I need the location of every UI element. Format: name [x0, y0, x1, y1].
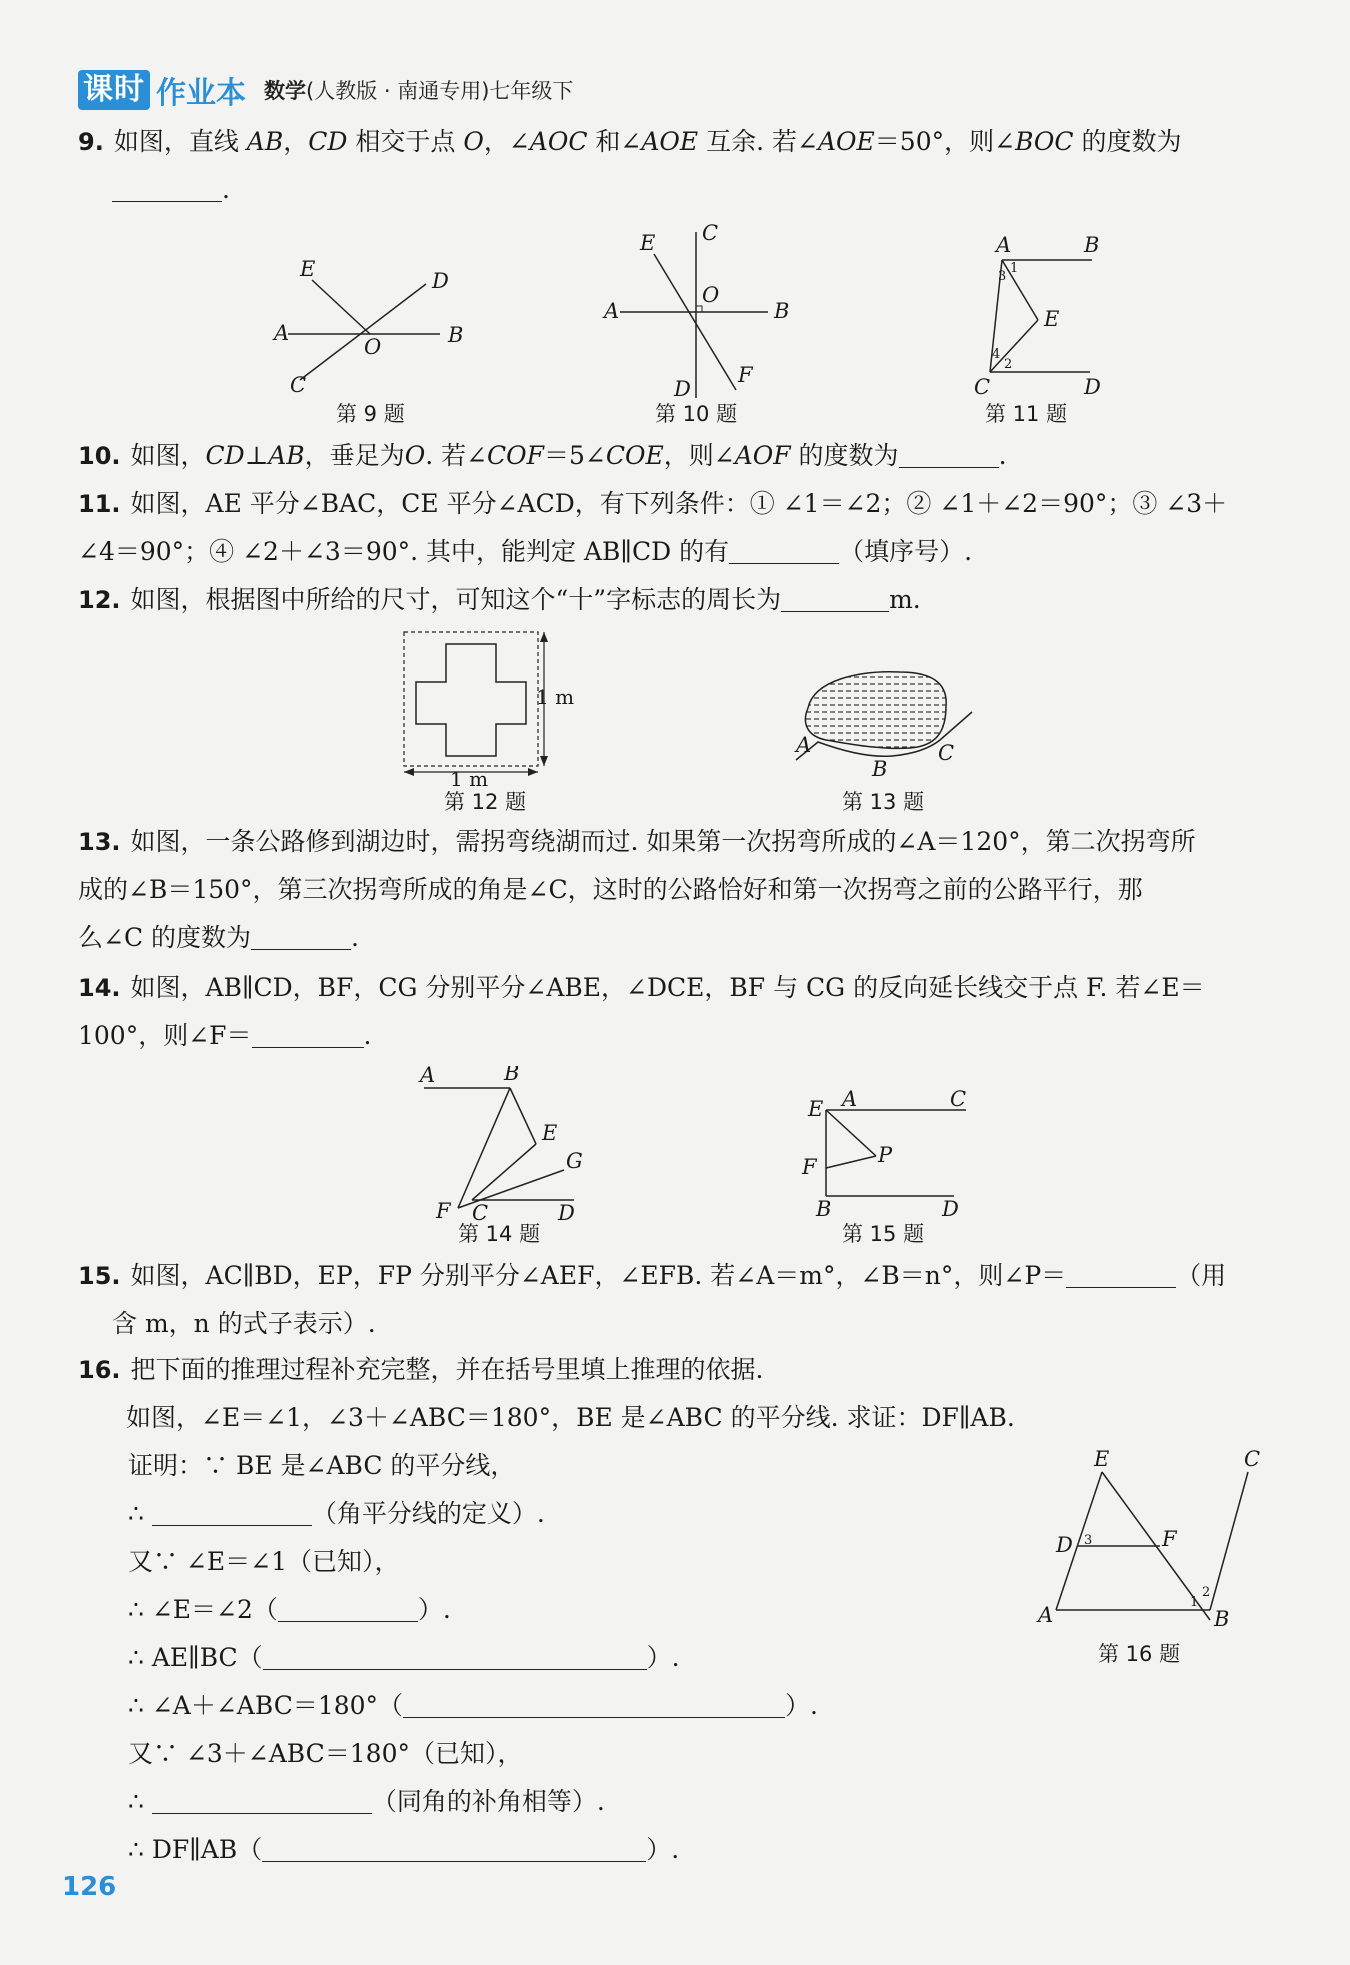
- figure-12: [398, 628, 588, 786]
- angle-2: 2: [1202, 1585, 1211, 1600]
- q11-line2-end: （填序号）.: [839, 537, 973, 566]
- proof-suffix: ）.: [785, 1691, 818, 1720]
- proof-steps: [128, 1442, 818, 1874]
- proof-line: 又∵ ∠3＋∠ABC＝180°（已知），: [128, 1739, 523, 1768]
- proof-line: [128, 1490, 818, 1538]
- label-a: A: [420, 1066, 436, 1087]
- q10-text: 的度数为: [790, 441, 899, 470]
- q10-aof: AOF: [734, 441, 791, 470]
- proof-prefix: ∴ DF∥AB（: [128, 1835, 263, 1864]
- figure-10: [598, 220, 798, 400]
- q10-ab: AB: [268, 441, 305, 470]
- angle-3: 3: [998, 269, 1007, 284]
- caption-16: 第 16 题: [1098, 1642, 1181, 1666]
- q9-text: 的度数为: [1073, 127, 1182, 156]
- proof-suffix: ）.: [417, 1595, 451, 1624]
- label-b: B: [504, 1066, 520, 1085]
- q9-end: .: [222, 175, 230, 204]
- proof-reason: （同角的补角相等）.: [371, 1787, 605, 1816]
- label-p: P: [878, 1143, 893, 1167]
- q13-end: .: [351, 923, 359, 952]
- q10-text: ＝5∠: [544, 441, 606, 470]
- label-c: C: [950, 1087, 967, 1111]
- label-g: G: [566, 1149, 583, 1173]
- question-number: 12.: [78, 586, 121, 614]
- caption-12: 第 12 题: [444, 790, 527, 814]
- question-number: 15.: [78, 1262, 121, 1290]
- page-header: [78, 68, 573, 112]
- q9-text: ＝50°，则∠: [874, 127, 1016, 156]
- angle-1: 1: [1190, 1595, 1199, 1610]
- q10-text: ，则∠: [663, 441, 735, 470]
- q10-text: ⊥: [244, 441, 269, 470]
- q9-boc: BOC: [1015, 127, 1074, 156]
- label-e: E: [300, 257, 316, 281]
- figure-9: [270, 250, 470, 400]
- label-a: A: [796, 733, 812, 757]
- label-c: C: [472, 1201, 489, 1225]
- label-d: D: [558, 1201, 575, 1225]
- label-e: E: [542, 1121, 558, 1145]
- q10-text: 如图，: [130, 441, 206, 470]
- figure-16: [1034, 1448, 1270, 1630]
- q9-text: ，∠: [483, 127, 530, 156]
- label-b: B: [448, 323, 464, 347]
- label-c: C: [938, 741, 955, 765]
- q16-statement: 如图，∠E＝∠1，∠3＋∠ABC＝180°，BE 是∠ABC 的平分线. 求证：DF∥AB.: [126, 1403, 1015, 1432]
- label-b: B: [1214, 1607, 1230, 1630]
- label-a: A: [1038, 1603, 1054, 1627]
- q10-text: ，垂足为: [304, 441, 405, 470]
- label-a: A: [274, 321, 290, 345]
- proof-prefix: ∴ ∠E＝∠2（: [128, 1595, 278, 1624]
- caption-13: 第 13 题: [842, 790, 925, 814]
- question-number: 11.: [78, 490, 121, 518]
- answer-blank[interactable]: [112, 175, 222, 202]
- subject-title: [264, 75, 573, 105]
- question-13: [78, 818, 1268, 962]
- label-b: B: [872, 757, 888, 781]
- question-14: [78, 964, 1268, 1060]
- answer-blank[interactable]: [252, 1021, 364, 1048]
- q11-line2: ∠4＝90°；④ ∠2＋∠3＝90°. 其中，能判定 AB∥CD 的有: [78, 537, 730, 566]
- proof-line: [128, 1682, 818, 1730]
- angle-4: 4: [992, 347, 1001, 362]
- q10-cof: COF: [487, 441, 545, 470]
- label-a: A: [842, 1087, 858, 1111]
- label-a: A: [996, 233, 1012, 257]
- figure-15: [798, 1086, 998, 1221]
- question-9: [78, 118, 1268, 214]
- label-e: E: [808, 1097, 824, 1121]
- angle-2: 2: [1004, 357, 1013, 372]
- proof-prefix: ∴: [128, 1787, 152, 1816]
- label-e: E: [1044, 307, 1060, 331]
- answer-blank[interactable]: [781, 585, 889, 612]
- q9-text: 和∠: [587, 127, 642, 156]
- dim-width: 1 m: [450, 767, 489, 786]
- q14-end: .: [363, 1021, 372, 1050]
- q15-line2: 含 m，n 的式子表示）.: [112, 1309, 376, 1338]
- answer-blank[interactable]: [152, 1499, 312, 1526]
- answer-blank[interactable]: [262, 1835, 646, 1862]
- q15-line1-end: （用: [1176, 1261, 1227, 1290]
- q13-line2: 成的∠B＝150°，第三次拐弯所成的角是∠C，这时的公路恰好和第一次拐弯之前的公路平行，那: [78, 875, 1143, 904]
- label-b: B: [816, 1197, 832, 1221]
- question-10: [78, 432, 1268, 480]
- question-number: 14.: [78, 974, 121, 1002]
- caption-11: 第 11 题: [985, 402, 1068, 426]
- q9-ab: AB: [246, 127, 284, 156]
- label-c: C: [974, 375, 991, 399]
- label-o: O: [702, 283, 720, 307]
- q14-line1: 如图，AB∥CD，BF，CG 分别平分∠ABE，∠DCE，BF 与 CG 的反向延长线交于点 F. 若∠E＝: [130, 973, 1205, 1002]
- dim-height: 1 m: [536, 685, 575, 709]
- question-number: 16.: [78, 1356, 121, 1384]
- label-d: D: [432, 269, 449, 293]
- caption-15: 第 15 题: [842, 1222, 925, 1246]
- label-b: B: [774, 299, 790, 323]
- q13-line3: 么∠C 的度数为: [78, 923, 252, 952]
- q13-line1: 如图，一条公路修到湖边时，需拐弯绕湖而过. 如果第一次拐弯所成的∠A＝120°，第二次拐弯所: [130, 827, 1196, 856]
- proof-line: [128, 1634, 818, 1682]
- subject-edition: (人教版 · 南通专用)七年级下: [306, 79, 574, 103]
- caption-14: 第 14 题: [458, 1222, 541, 1246]
- label-e: E: [1094, 1448, 1110, 1471]
- caption-10: 第 10 题: [655, 402, 738, 426]
- proof-line: [128, 1778, 818, 1826]
- label-c: C: [290, 373, 307, 397]
- logo-text: 作业本: [156, 76, 246, 111]
- figure-13: [790, 660, 990, 785]
- proof-line: [128, 1826, 818, 1874]
- proof-prefix: ∴ AE∥BC（: [128, 1643, 263, 1672]
- q9-aoe: AOE: [641, 127, 699, 156]
- proof-reason: （角平分线的定义）.: [311, 1499, 545, 1528]
- answer-blank[interactable]: [251, 923, 351, 950]
- label-f: F: [1162, 1527, 1177, 1551]
- question-number: 9.: [78, 128, 104, 156]
- proof-prefix: ∴: [128, 1499, 152, 1528]
- q9-text: 如图，直线: [113, 127, 247, 156]
- label-e: E: [640, 231, 656, 255]
- brand-logo: [78, 68, 246, 112]
- question-11: [78, 480, 1268, 576]
- q9-cd: CD: [308, 127, 348, 156]
- question-number: 13.: [78, 828, 121, 856]
- question-12: [78, 576, 1268, 624]
- answer-blank[interactable]: [263, 1643, 647, 1670]
- page-number: 126: [62, 1872, 117, 1902]
- label-f: F: [436, 1199, 451, 1223]
- angle-1: 1: [1010, 261, 1019, 276]
- q14-line2: 100°，则∠F＝: [78, 1021, 252, 1050]
- proof-line: 证明：∵ BE 是∠ABC 的平分线，: [128, 1451, 516, 1480]
- q9-aoc: AOC: [529, 127, 588, 156]
- label-d: D: [674, 377, 691, 400]
- q10-text: . 若∠: [425, 441, 488, 470]
- figure-14: [414, 1066, 594, 1226]
- label-a: A: [604, 299, 620, 323]
- question-number: 10.: [78, 442, 121, 470]
- q11-line1: 如图，AE 平分∠BAC，CE 平分∠ACD，有下列条件：① ∠1＝∠2；② ∠1＋∠2＝90°；③ ∠3＋: [130, 489, 1228, 518]
- label-d: D: [1084, 375, 1101, 399]
- proof-line: [128, 1586, 818, 1634]
- label-c: C: [702, 221, 719, 245]
- q9-o: O: [463, 127, 484, 156]
- figure-11: [950, 232, 1120, 402]
- q9-aoe: AOE: [817, 127, 875, 156]
- label-f: F: [802, 1155, 817, 1179]
- subject-bold: 数学: [264, 79, 306, 103]
- q10-o: O: [404, 441, 426, 470]
- q9-text: 相交于点: [347, 127, 464, 156]
- q10-end: .: [998, 441, 1007, 470]
- label-f: F: [738, 363, 753, 387]
- answer-blank[interactable]: [899, 441, 999, 468]
- proof-suffix: ）.: [646, 1643, 680, 1672]
- question-16: [78, 1346, 1268, 1442]
- proof-line: 又∵ ∠E＝∠1（已知），: [128, 1547, 400, 1576]
- label-b: B: [1084, 233, 1100, 257]
- logo-box: 课时: [78, 70, 150, 110]
- caption-9: 第 9 题: [336, 402, 405, 426]
- answer-blank[interactable]: [1066, 1261, 1176, 1288]
- q15-line1: 如图，AC∥BD，EP，FP 分别平分∠AEF，∠EFB. 若∠A＝m°，∠B＝n°，则∠P＝: [130, 1261, 1067, 1290]
- label-d: D: [942, 1197, 959, 1221]
- q12-text: 如图，根据图中所给的尺寸，可知这个“十”字标志的周长为: [130, 585, 782, 614]
- q10-coe: COE: [605, 441, 664, 470]
- q10-cd: CD: [205, 441, 245, 470]
- proof-prefix: ∴ ∠A＋∠ABC＝180°（: [128, 1691, 404, 1720]
- answer-blank[interactable]: [403, 1691, 785, 1718]
- proof-suffix: ）.: [646, 1835, 680, 1864]
- q12-unit: m.: [889, 585, 921, 614]
- q9-sep: ，: [283, 127, 309, 156]
- label-o: O: [364, 335, 382, 359]
- angle-3: 3: [1084, 1533, 1093, 1548]
- label-c: C: [1244, 1448, 1261, 1471]
- answer-blank[interactable]: [278, 1595, 418, 1622]
- q16-intro: 把下面的推理过程补充完整，并在括号里填上推理的依据.: [130, 1355, 764, 1384]
- label-d: D: [1056, 1533, 1073, 1557]
- answer-blank[interactable]: [152, 1787, 372, 1814]
- q9-text: 互余. 若∠: [698, 127, 818, 156]
- answer-blank[interactable]: [729, 537, 839, 564]
- question-15: [78, 1252, 1268, 1348]
